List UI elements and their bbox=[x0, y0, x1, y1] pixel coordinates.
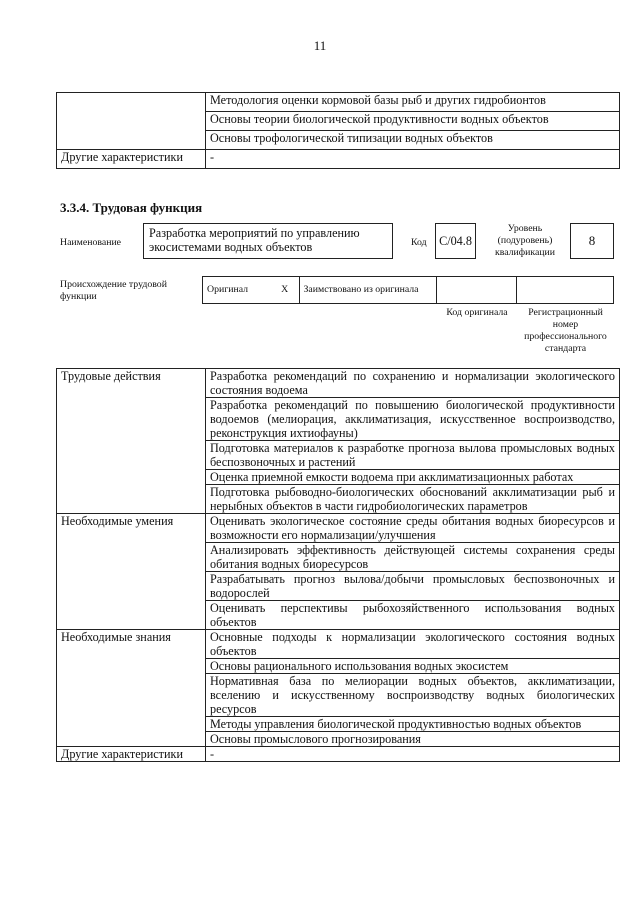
action-item: Разработка рекомендаций по повышению биологической продуктивности водоемов (мелиорация, акклиматизация, искусственное воспроизводство, реконструкция ихтиофауны) bbox=[206, 398, 620, 441]
action-item: Подготовка материалов к разработке прогноза вылова промысловых водных беспозвоночных и растений bbox=[206, 441, 620, 470]
other-characteristics-label: Другие характеристики bbox=[57, 747, 206, 762]
origin-grid bbox=[202, 276, 614, 304]
name-value: Разработка мероприятий по управлению экосистемами водных объектов bbox=[143, 223, 393, 259]
continuation-table bbox=[56, 92, 620, 169]
action-item: Оценка приемной емкости водоема при акклиматизационных работах bbox=[206, 470, 620, 485]
other-characteristics-value: - bbox=[206, 747, 620, 762]
knowledge-item: Основы рационального использования водных экосистем bbox=[206, 659, 620, 674]
skill-item: Анализировать эффективность действующей системы сохранения среды обитания водных биоресурсов bbox=[206, 543, 620, 572]
skill-item: Оценивать перспективы рыбохозяйственного использования водных объектов bbox=[206, 601, 620, 630]
origin-reg-caption: Регистрационный номер профессионального стандарта bbox=[524, 307, 607, 354]
origin-code-caption: Код оригинала bbox=[446, 307, 508, 318]
code-label: Код bbox=[411, 237, 427, 248]
page-number: 11 bbox=[313, 38, 327, 53]
knowledge-row: Основы теории биологической продуктивности водных объектов bbox=[206, 112, 620, 131]
empty-label-cell bbox=[57, 93, 206, 150]
knowledge-item: Основы промыслового прогнозирования bbox=[206, 732, 620, 747]
other-characteristics-value: - bbox=[206, 150, 620, 169]
origin-borrowed-label: Заимствовано из оригинала bbox=[299, 277, 437, 304]
origin-mark: X bbox=[271, 277, 299, 304]
skill-item: Оценивать экологическое состояние среды обитания водных биоресурсов и возможности его нормализации/улучшения bbox=[206, 514, 620, 543]
action-item: Разработка рекомендаций по сохранению и нормализации экологического состояния водоема bbox=[206, 369, 620, 398]
skills-label: Необходимые умения bbox=[57, 514, 206, 630]
knowledge-item: Методы управления биологической продуктивностью водных объектов bbox=[206, 717, 620, 732]
actions-label: Трудовые действия bbox=[57, 369, 206, 514]
knowledge-item: Основные подходы к нормализации экологического состояния водных объектов bbox=[206, 630, 620, 659]
origin-code-cell bbox=[437, 277, 517, 304]
action-item: Подготовка рыбоводно-биологических обоснований акклиматизации рыб и нерыбных объектов в части гидробиологических параметров bbox=[206, 485, 620, 514]
section-title: 3.3.4. Трудовая функция bbox=[60, 200, 203, 215]
origin-reg-cell bbox=[517, 277, 614, 304]
origin-original-label: Оригинал bbox=[203, 277, 271, 304]
origin-label: Происхождение трудовой функции bbox=[60, 279, 167, 302]
knowledge-item: Нормативная база по мелиорации водных объектов, акклиматизации, вселению и искусственному воспроизводству водных биологических ресурсов bbox=[206, 674, 620, 717]
knowledge-row: Основы трофологической типизации водных объектов bbox=[206, 131, 620, 150]
level-value: 8 bbox=[570, 223, 614, 259]
code-value: C/04.8 bbox=[435, 223, 476, 259]
name-label: Наименование bbox=[60, 237, 122, 248]
level-label: Уровень (подуровень) квалификации bbox=[494, 223, 556, 258]
other-characteristics-label: Другие характеристики bbox=[57, 150, 206, 169]
skill-item: Разрабатывать прогноз вылова/добычи промысловых беспозвоночных и водорослей bbox=[206, 572, 620, 601]
knowledge-row: Методология оценки кормовой базы рыб и других гидробионтов bbox=[206, 93, 620, 112]
knowledge-label: Необходимые знания bbox=[57, 630, 206, 747]
function-table bbox=[56, 368, 620, 762]
